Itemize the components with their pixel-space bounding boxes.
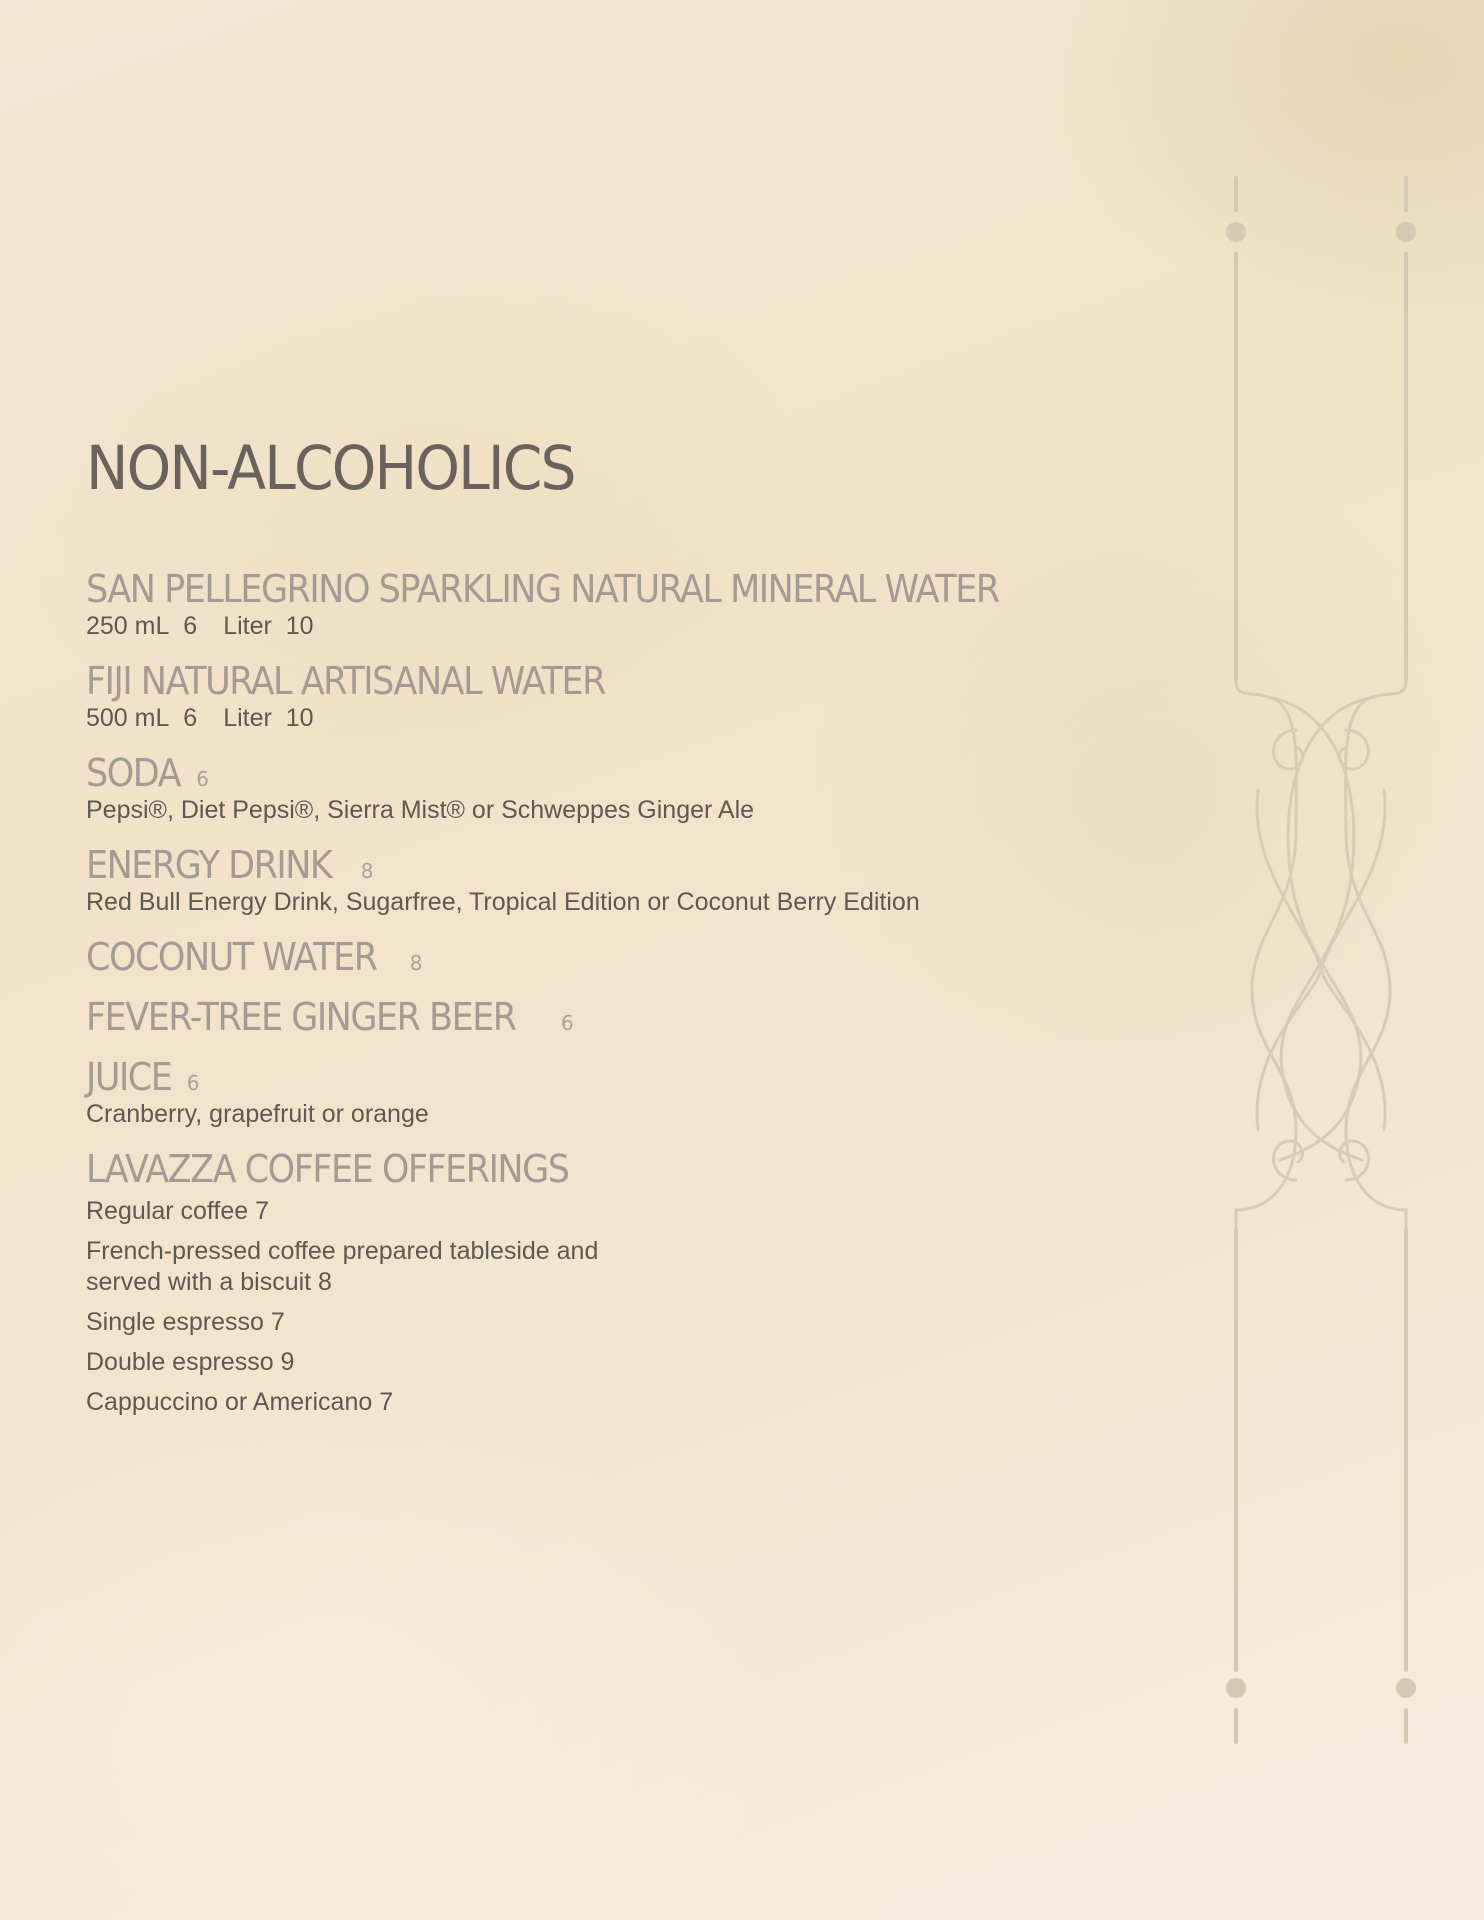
menu-item-soda bbox=[86, 751, 1086, 826]
page-title: NON-ALCOHOLICS bbox=[86, 433, 575, 504]
item-name: FIJI NATURAL ARTISANAL WATER bbox=[86, 659, 605, 703]
item-name: COCONUT WATER bbox=[86, 935, 377, 979]
size-price: 10 bbox=[285, 704, 314, 732]
item-name: ENERGY DRINK bbox=[86, 843, 332, 887]
item-name: SODA bbox=[86, 751, 181, 795]
menu-item-san-pellegrino bbox=[86, 567, 1086, 642]
list-item: Cappuccino or Americano 7 bbox=[86, 1388, 394, 1416]
list-item: Regular coffee 7 bbox=[86, 1197, 269, 1225]
item-name: JUICE bbox=[86, 1055, 172, 1099]
size-price: 10 bbox=[285, 612, 314, 640]
item-name: LAVAZZA COFFEE OFFERINGS bbox=[86, 1147, 569, 1191]
item-price: 8 bbox=[360, 859, 374, 883]
item-description: Cranberry, grapefruit or orange bbox=[86, 1100, 429, 1128]
size-label: Liter bbox=[223, 612, 272, 640]
item-price: 6 bbox=[186, 1071, 200, 1095]
coffee-offerings-list bbox=[86, 1196, 1086, 1418]
menu-item-coconut-water bbox=[86, 935, 1086, 979]
list-item-line: French-pressed coffee prepared tableside and bbox=[86, 1237, 599, 1265]
menu-item-juice bbox=[86, 1055, 1086, 1130]
item-price: 8 bbox=[409, 951, 423, 975]
size-label: 500 mL bbox=[86, 704, 170, 732]
menu-item-energy-drink bbox=[86, 843, 1086, 918]
list-item: Single espresso 7 bbox=[86, 1308, 285, 1336]
item-sizes bbox=[86, 702, 1086, 734]
list-item bbox=[86, 1236, 1086, 1298]
size-price: 6 bbox=[183, 612, 198, 640]
size-label: Liter bbox=[223, 704, 272, 732]
item-name: SAN PELLEGRINO SPARKLING NATURAL MINERAL WATER bbox=[86, 567, 999, 611]
size-price: 6 bbox=[183, 704, 198, 732]
list-item: Double espresso 9 bbox=[86, 1348, 295, 1376]
menu-item-lavazza-coffee bbox=[86, 1147, 1086, 1418]
item-description: Red Bull Energy Drink, Sugarfree, Tropical Edition or Coconut Berry Edition bbox=[86, 888, 920, 916]
menu-list bbox=[86, 567, 1086, 1427]
item-name: FEVER-TREE GINGER BEER bbox=[86, 995, 516, 1039]
item-description: Pepsi®, Diet Pepsi®, Sierra Mist® or Schweppes Ginger Ale bbox=[86, 796, 755, 824]
item-price: 6 bbox=[196, 767, 209, 791]
size-label: 250 mL bbox=[86, 612, 170, 640]
decorative-border-ornament bbox=[1212, 170, 1422, 1750]
item-sizes bbox=[86, 610, 1086, 642]
list-item-line: served with a biscuit 8 bbox=[86, 1268, 332, 1296]
menu-item-fever-tree-ginger-beer bbox=[86, 995, 1086, 1039]
item-price: 6 bbox=[560, 1011, 574, 1035]
menu-item-fiji bbox=[86, 659, 1086, 734]
